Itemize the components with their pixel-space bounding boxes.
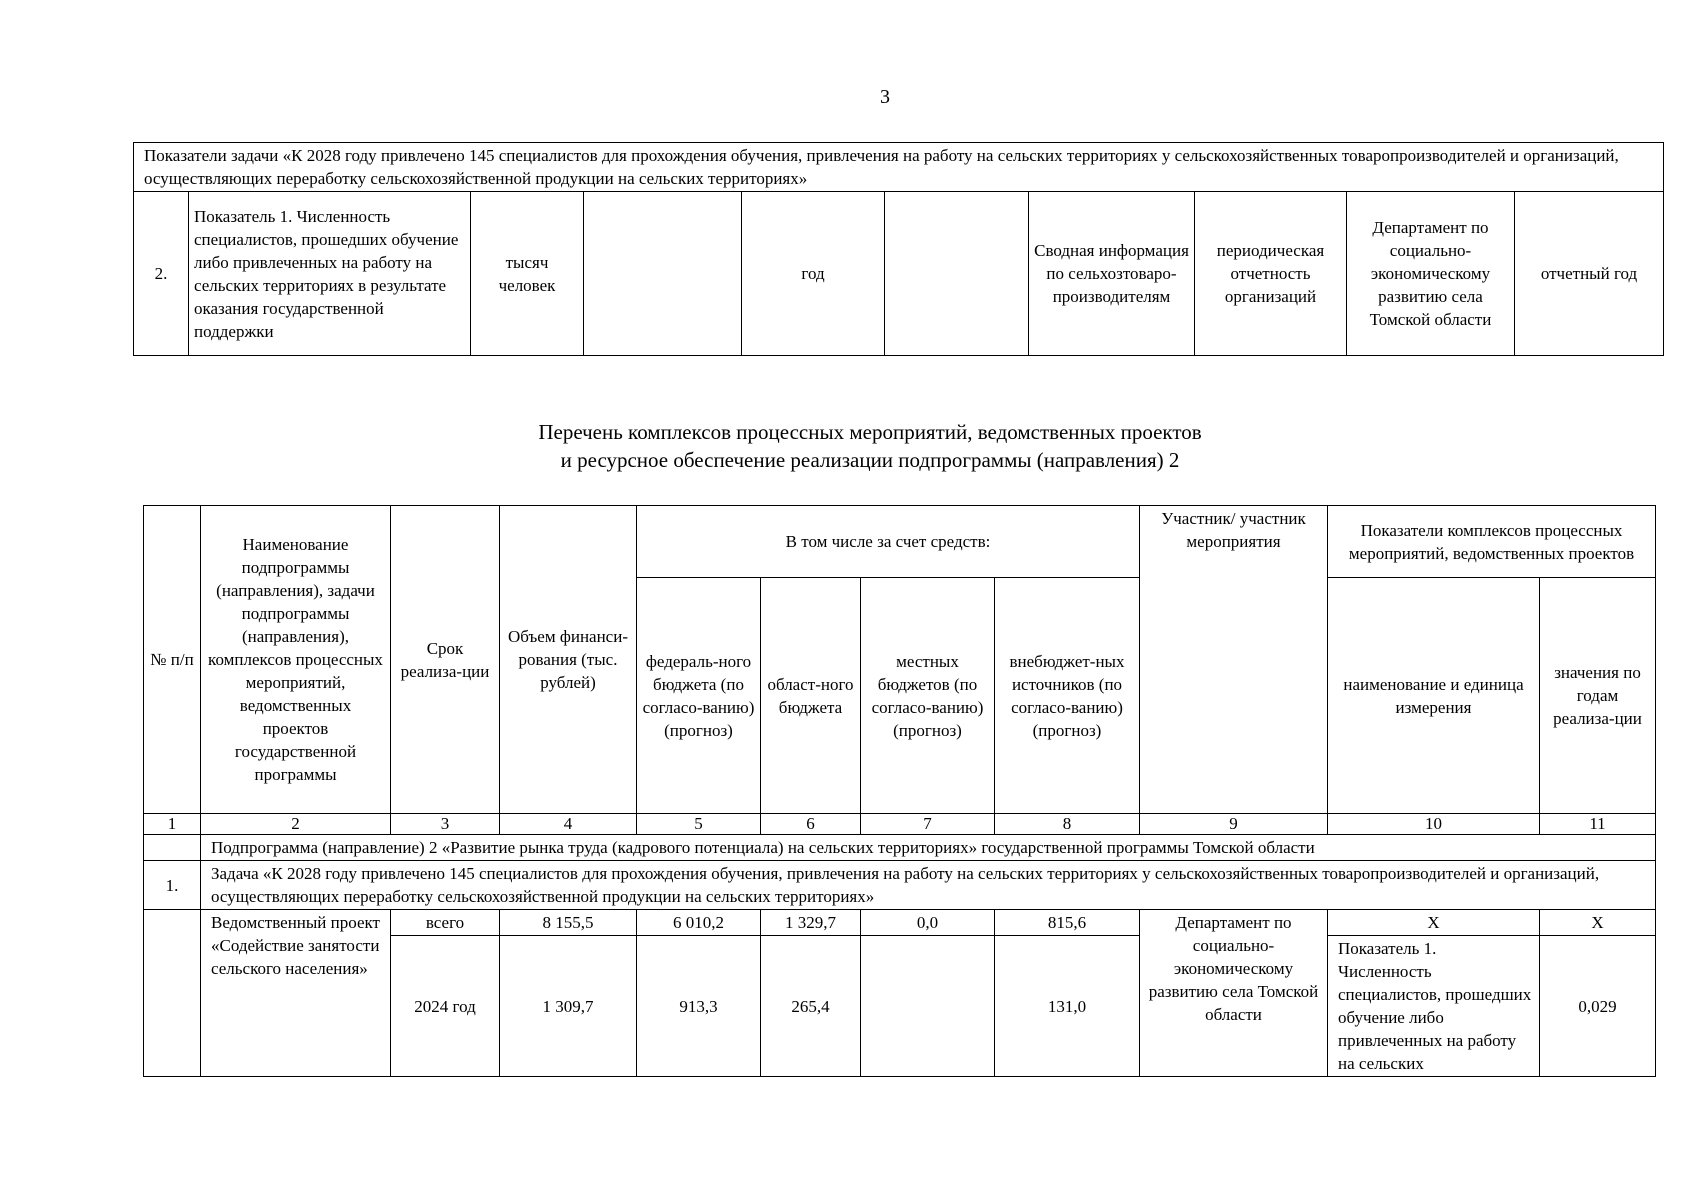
header-indicator-name: наименование и единица измерения — [1328, 578, 1540, 814]
total-regional: 1 329,7 — [761, 910, 861, 936]
indicator-name: Показатель 1. Численность специалистов, прошедших обучение либо привлеченных на работу на сельских территориях в результате оказания государственной поддержки — [189, 192, 471, 356]
column-number: 8 — [995, 814, 1140, 835]
heading-line-2: и ресурсное обеспечение реализации подпрограммы (направления) 2 — [560, 448, 1180, 472]
source-cell: Сводная информация по сельхозтоваро-производителям — [1029, 192, 1195, 356]
column-number: 7 — [861, 814, 995, 835]
header-federal: федераль-ного бюджета (по согласо-ванию) (прогноз) — [637, 578, 761, 814]
column-number: 6 — [761, 814, 861, 835]
header-local: местных бюджетов (по согласо-ванию) (прогноз) — [861, 578, 995, 814]
total-extra: 815,6 — [995, 910, 1140, 936]
column-number: 3 — [391, 814, 500, 835]
total-local: 0,0 — [861, 910, 995, 936]
page-number: 3 — [880, 86, 890, 108]
total-indicator-name: Х — [1328, 910, 1540, 936]
column-number: 4 — [500, 814, 637, 835]
task-number: 1. — [144, 861, 201, 910]
task-indicators-header: Показатели задачи «К 2028 году привлечено 145 специалистов для прохождения обучения, привлечения на работу на сельских территориях у сельскохозяйственных товаропроизводителей и организаций, осуществляющих переработку сельскохозяйственной продукции на сельских территориях» — [134, 143, 1664, 192]
total-term: всего — [391, 910, 500, 936]
header-num: № п/п — [144, 506, 201, 814]
unit-cell: тысяч человек — [471, 192, 584, 356]
year-indicator-value: 0,029 — [1540, 936, 1656, 1077]
subprogram-row: Подпрограмма (направление) 2 «Развитие рынка труда (кадрового потенциала) на сельских территориях» государственной программы Томской области — [201, 835, 1656, 861]
column-number: 11 — [1540, 814, 1656, 835]
header-volume: Объем финанси-рования (тыс. рублей) — [500, 506, 637, 814]
project-participant: Департамент по социально-экономическому развитию села Томской области — [1140, 910, 1328, 1077]
responsible-cell: Департамент по социально-экономическому развитию села Томской области — [1347, 192, 1515, 356]
header-indicator-values: значения по годам реализа-ции — [1540, 578, 1656, 814]
header-extrabudget: внебюджет-ных источников (по согласо-ванию) (прогноз) — [995, 578, 1140, 814]
section-heading — [0, 418, 1698, 474]
project-name: Ведомственный проект «Содействие занятости сельского населения» — [201, 910, 391, 1077]
total-federal: 6 010,2 — [637, 910, 761, 936]
header-name: Наименование подпрограммы (направления), задачи подпрограммы (направления), комплексов процессных мероприятий, ведомственных проектов государственной программы — [201, 506, 391, 814]
header-term: Срок реализа-ции — [391, 506, 500, 814]
year-indicator-name: Показатель 1. Численность специалистов, прошедших обучение либо привлеченных на работу на сельских — [1328, 936, 1540, 1077]
empty-cell — [885, 192, 1029, 356]
header-participant: Участник/ участник мероприятия — [1140, 506, 1328, 814]
reporting-cell: периодическая отчетность организаций — [1195, 192, 1347, 356]
header-regional: област-ного бюджета — [761, 578, 861, 814]
task-row: Задача «К 2028 году привлечено 145 специалистов для прохождения обучения, привлечения на работу на сельских территориях у сельскохозяйственных товаропроизводителей и организаций, осуществляющих переработку сельскохозяйственной продукции на сельских территориях» — [201, 861, 1656, 910]
header-including: В том числе за счет средств: — [637, 506, 1140, 578]
year-extra: 131,0 — [995, 936, 1140, 1077]
period-cell: год — [742, 192, 885, 356]
row-number: 2. — [134, 192, 189, 356]
year-federal: 913,3 — [637, 936, 761, 1077]
year-volume: 1 309,7 — [500, 936, 637, 1077]
heading-line-1: Перечень комплексов процессных мероприятий, ведомственных проектов — [538, 420, 1202, 444]
column-number: 2 — [201, 814, 391, 835]
column-number: 5 — [637, 814, 761, 835]
empty-cell — [584, 192, 742, 356]
resources-table — [143, 505, 1656, 1077]
year-regional: 265,4 — [761, 936, 861, 1077]
column-number: 10 — [1328, 814, 1540, 835]
year-local — [861, 936, 995, 1077]
date-cell: отчетный год — [1515, 192, 1664, 356]
indicators-table — [133, 142, 1664, 356]
total-indicator-value: Х — [1540, 910, 1656, 936]
column-number: 9 — [1140, 814, 1328, 835]
empty-cell — [144, 910, 201, 1077]
empty-cell — [144, 835, 201, 861]
total-volume: 8 155,5 — [500, 910, 637, 936]
year-term: 2024 год — [391, 936, 500, 1077]
column-number: 1 — [144, 814, 201, 835]
header-indicators: Показатели комплексов процессных мероприятий, ведомственных проектов — [1328, 506, 1656, 578]
